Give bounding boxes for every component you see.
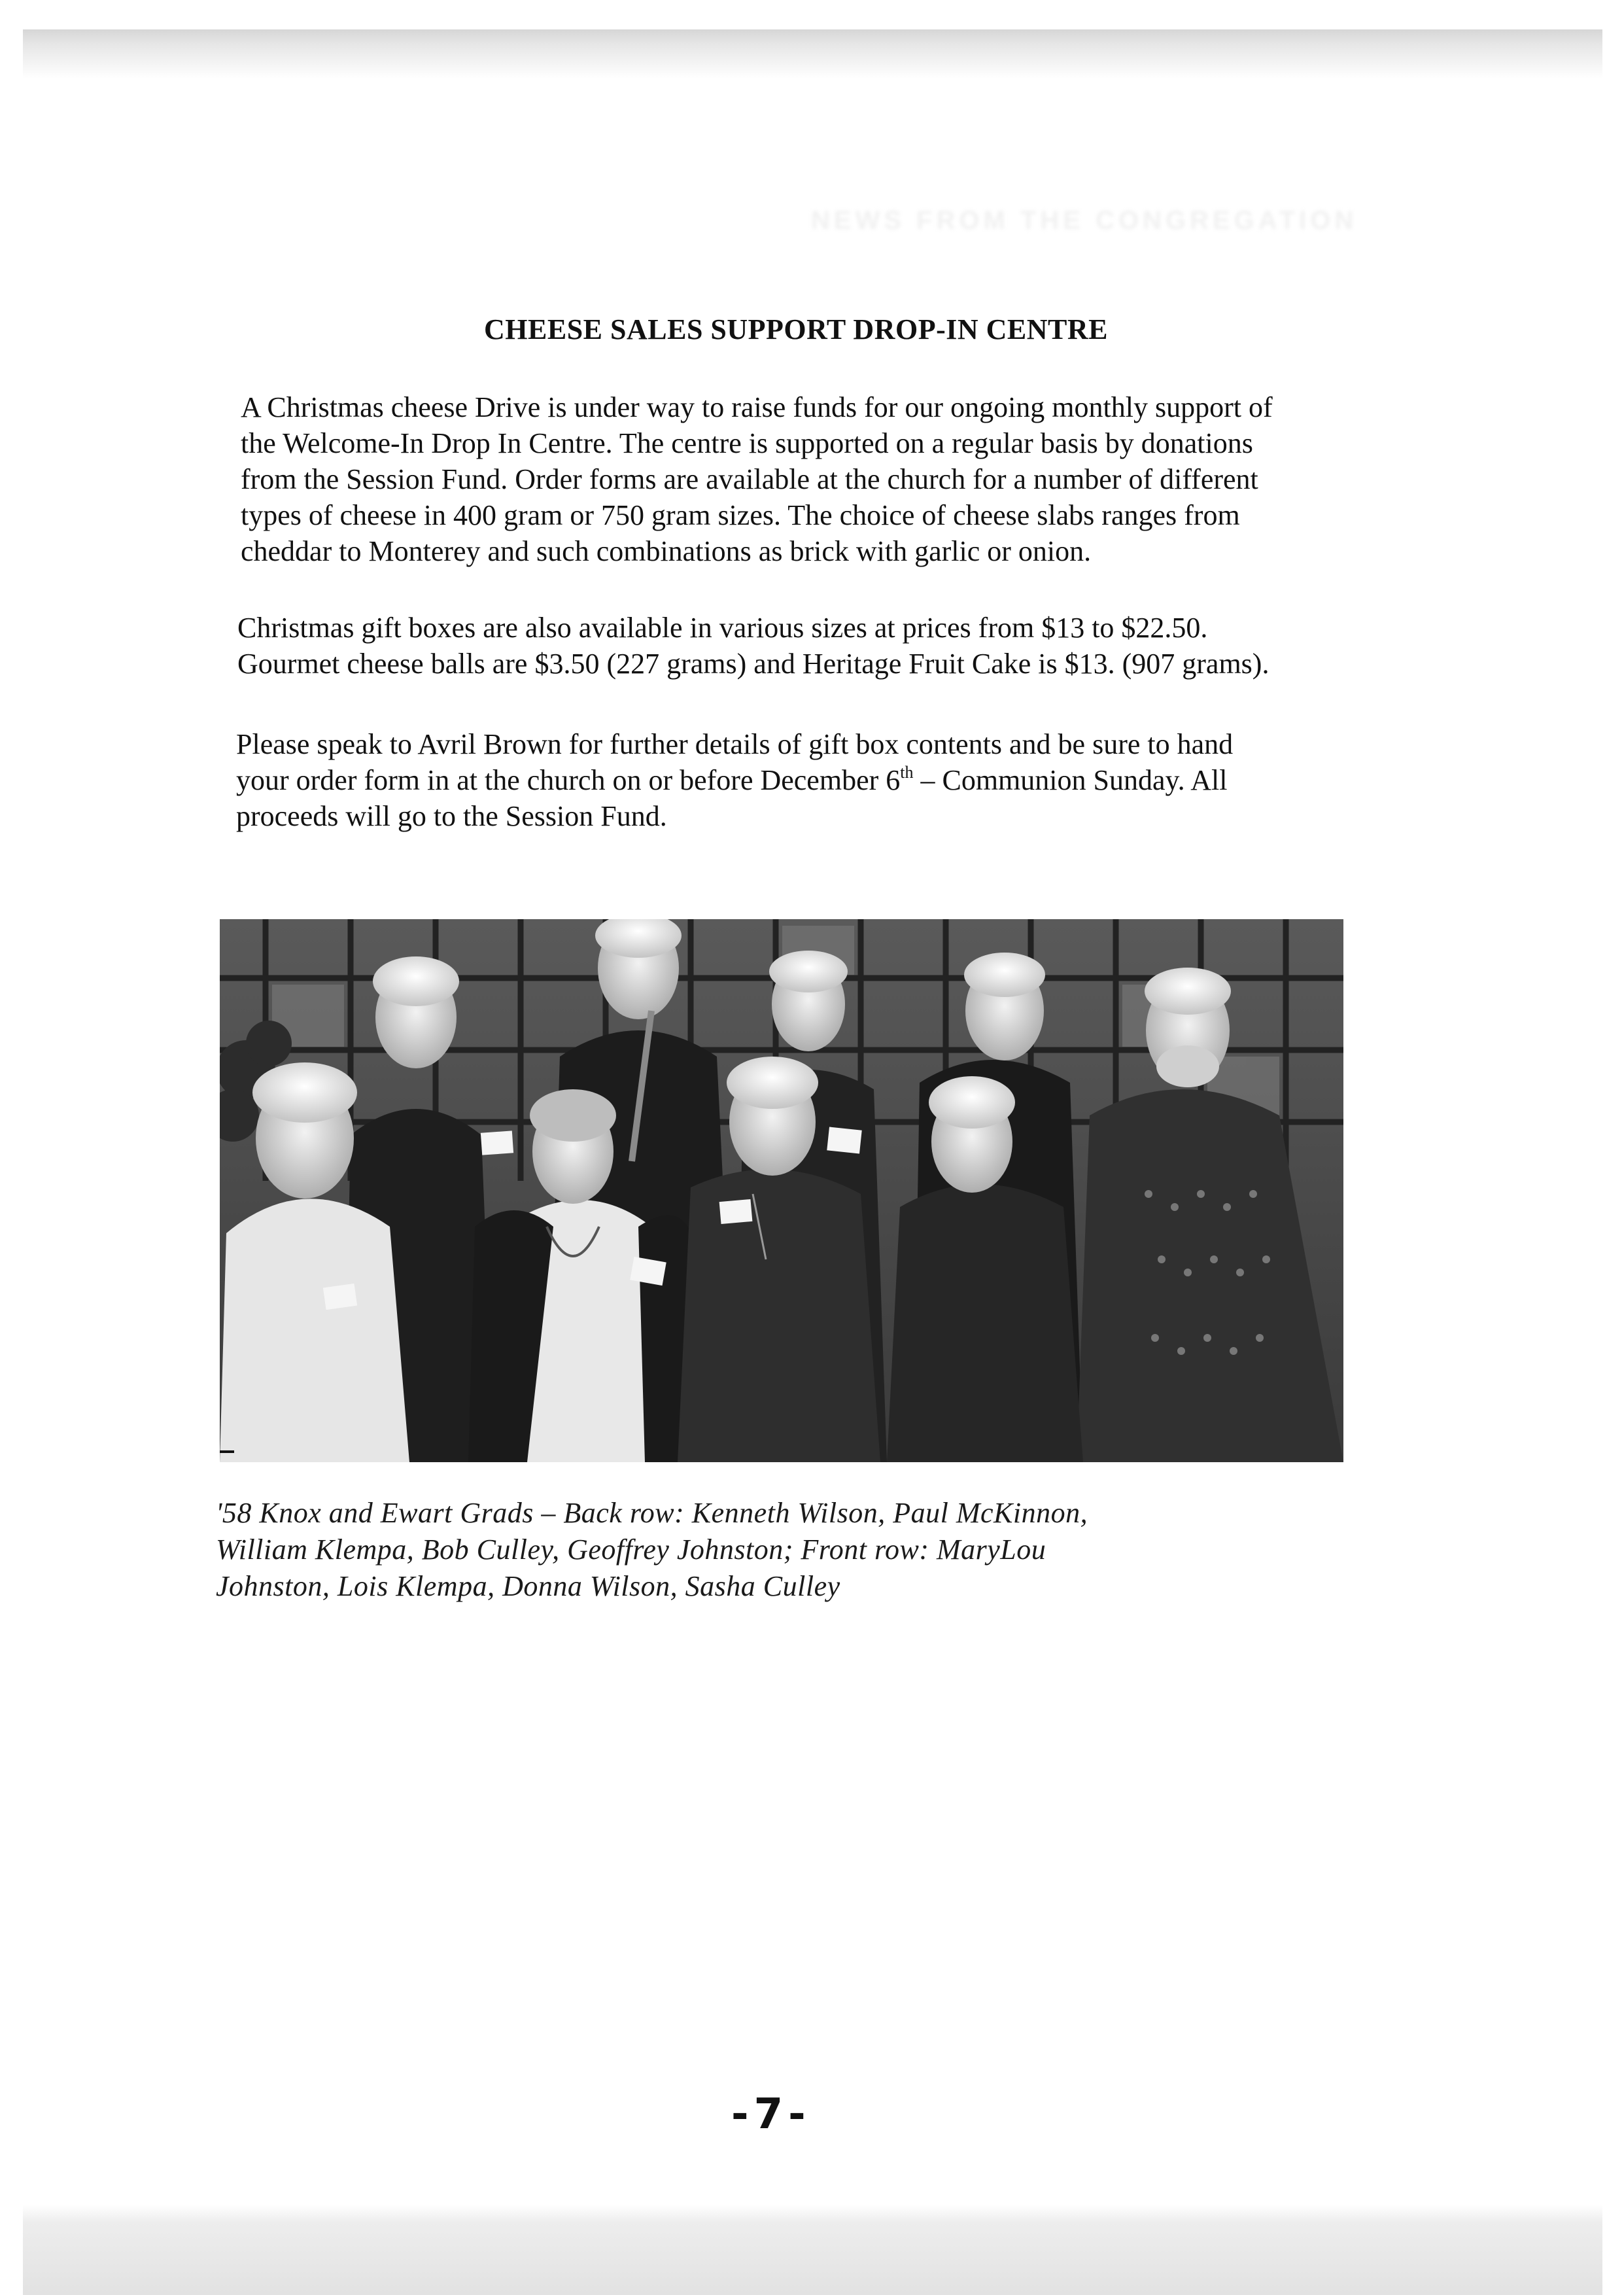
group-photo xyxy=(220,919,1343,1462)
paragraph-text: – Communion Sunday. All xyxy=(913,764,1228,796)
paragraph-line: cheddar to Monterey and such combinations as brick with garlic or onion. xyxy=(241,535,1092,567)
scan-shadow-bottom xyxy=(23,2205,1602,2295)
article-paragraph-2 xyxy=(237,610,1444,682)
photo-caption xyxy=(216,1495,1380,1605)
scan-shadow-top xyxy=(23,29,1602,79)
paragraph-line: from the Session Fund. Order forms are available at the church for a number of different xyxy=(241,463,1258,495)
paragraph-line: proceeds will go to the Session Fund. xyxy=(236,800,667,832)
paragraph-line: A Christmas cheese Drive is under way to raise funds for our ongoing monthly support of xyxy=(241,391,1273,423)
paragraph-line: Gourmet cheese balls are $3.50 (227 grams) and Heritage Fruit Cake is $13. (907 grams). xyxy=(237,648,1270,680)
ordinal-suffix: th xyxy=(900,763,914,782)
paragraph-line: Please speak to Avril Brown for further details of gift box contents and be sure to hand xyxy=(236,728,1234,760)
faint-bleed-through-heading: NEWS FROM THE CONGREGATION xyxy=(811,206,1358,235)
group-photo-illustration xyxy=(220,919,1343,1462)
paragraph-line xyxy=(236,762,1413,798)
paragraph-line: Christmas gift boxes are also available in various sizes at prices from $13 to $22.50. xyxy=(237,612,1208,644)
article-paragraph-3 xyxy=(236,726,1413,834)
caption-line: Johnston, Lois Klempa, Donna Wilson, Sasha Culley xyxy=(216,1570,840,1602)
page-number: -7- xyxy=(731,2090,811,2139)
paragraph-line: the Welcome-In Drop In Centre. The centre is supported on a regular basis by donations xyxy=(241,427,1253,459)
paragraph-line: types of cheese in 400 gram or 750 gram sizes. The choice of cheese slabs ranges from xyxy=(241,499,1240,531)
caption-line: '58 Knox and Ewart Grads – Back row: Kenneth Wilson, Paul McKinnon, xyxy=(216,1497,1088,1529)
paragraph-text: your order form in at the church on or before December 6 xyxy=(236,764,901,796)
article-paragraph-1 xyxy=(241,389,1444,569)
article-title: CHEESE SALES SUPPORT DROP-IN CENTRE xyxy=(484,313,1109,345)
caption-line: William Klempa, Bob Culley, Geoffrey Johnston; Front row: MaryLou xyxy=(216,1533,1046,1566)
